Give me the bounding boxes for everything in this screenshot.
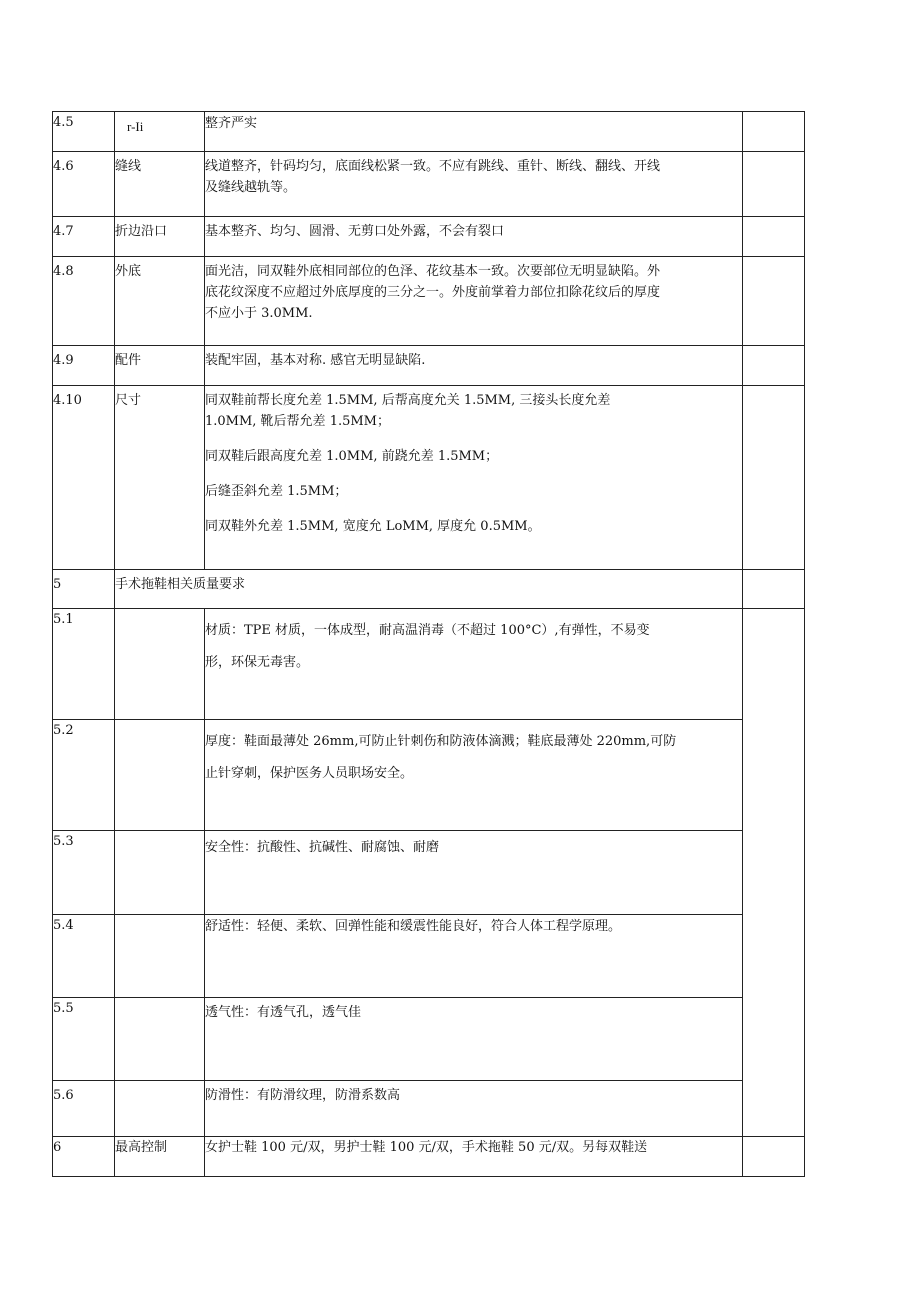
requirement-line: 止针穿刺，保护医务人员职场安全。 — [205, 766, 414, 781]
row-item-name: 折边沿口 — [115, 217, 205, 257]
requirement-line: 后缝歪斜允差 1.5MM； — [205, 484, 348, 499]
table-row — [53, 346, 805, 386]
requirement-line: 厚度：鞋面最薄处 26mm,可防止针刺伤和防液体滴溅；鞋底最薄处 220mm,可防 — [205, 734, 677, 749]
row-number: 5.5 — [53, 998, 115, 1081]
table-row — [53, 998, 805, 1081]
row-number: 5.6 — [53, 1081, 115, 1137]
row-number: 5.2 — [53, 720, 115, 831]
row-item-name — [115, 1081, 205, 1137]
requirement-line: 面光洁，同双鞋外底相同部位的色泽、花纹基本一致。次要部位无明显缺陷。外 — [205, 264, 661, 279]
requirement-line: 不应小于 3.0MM. — [205, 306, 313, 321]
row-number: 5.1 — [53, 609, 115, 720]
row-remark — [743, 217, 805, 257]
quality-spec-table — [52, 111, 805, 1177]
row-item-name: 最高控制 — [115, 1137, 205, 1177]
requirement-text: 基本整齐、均匀、圆滑、无剪口处外露，不会有裂口 — [205, 224, 505, 239]
table-row — [53, 112, 805, 152]
table-row — [53, 1137, 805, 1177]
row-requirement — [205, 257, 743, 346]
table-row — [53, 831, 805, 915]
requirement-line: 底花纹深度不应超过外底厚度的三分之一。外度前掌着力部位扣除花纹后的厚度 — [205, 285, 661, 300]
row-requirement — [205, 915, 743, 998]
requirement-text: 女护士鞋 100 元/双，男护士鞋 100 元/双，手术拖鞋 50 元/双。另每双鞋送 — [205, 1140, 648, 1155]
row-item-name — [115, 831, 205, 915]
row-remark — [743, 112, 805, 152]
row-item-name — [115, 720, 205, 831]
row-remark — [743, 386, 805, 570]
requirement-line: 同双鞋前帮长度允差 1.5MM, 后帮高度允关 1.5MM, 三接头长度允差 — [205, 393, 611, 408]
row-remark — [743, 257, 805, 346]
requirement-text: 装配牢固，基本对称. 感官无明显缺陷. — [205, 353, 426, 368]
row-remark — [743, 152, 805, 217]
section-title: 手术拖鞋相关质量要求 — [115, 570, 743, 609]
row-requirement — [205, 386, 743, 570]
row-requirement — [205, 217, 743, 257]
section-heading-row — [53, 570, 805, 609]
row-requirement — [205, 152, 743, 217]
requirement-text: 防滑性：有防滑纹理，防滑系数高 — [205, 1088, 401, 1103]
row-item-name — [115, 609, 205, 720]
row-number: 4.10 — [53, 386, 115, 570]
requirement-text: 透气性：有透气孔，透气佳 — [205, 1005, 362, 1020]
row-requirement — [205, 831, 743, 915]
row-item-name — [115, 915, 205, 998]
row-remark — [743, 1137, 805, 1177]
row-item-name: 尺寸 — [115, 386, 205, 570]
table-row — [53, 152, 805, 217]
table-row — [53, 915, 805, 998]
row-requirement — [205, 112, 743, 152]
requirement-line: 1.0MM, 靴后帮允差 1.5MM； — [205, 414, 390, 429]
table-row — [53, 217, 805, 257]
requirement-line: 材质：TPE 材质，一体成型，耐高温消毒（不超过 100°C）,有弹性，不易变 — [205, 623, 650, 638]
row-number: 5 — [53, 570, 115, 609]
row-item-name: 缝线 — [115, 152, 205, 217]
row-number: 4.6 — [53, 152, 115, 217]
row-remark — [743, 609, 805, 1137]
row-number: 5.4 — [53, 915, 115, 998]
table-row — [53, 386, 805, 570]
row-number: 4.8 — [53, 257, 115, 346]
requirement-text: 舒适性：轻便、柔软、回弹性能和缓震性能良好，符合人体工程学原理。 — [205, 919, 622, 934]
requirement-text: 安全性：抗酸性、抗碱性、耐腐蚀、耐磨 — [205, 840, 440, 855]
row-number: 6 — [53, 1137, 115, 1177]
row-requirement — [205, 1081, 743, 1137]
table-row — [53, 609, 805, 720]
row-remark — [743, 570, 805, 609]
requirement-line: 同双鞋外允差 1.5MM, 宽度允 LoMM, 厚度允 0.5MM。 — [205, 519, 541, 534]
table-row — [53, 1081, 805, 1137]
table-row — [53, 720, 805, 831]
requirement-line: 同双鞋后跟高度允差 1.0MM, 前跷允差 1.5MM； — [205, 449, 499, 464]
row-number: 5.3 — [53, 831, 115, 915]
row-requirement — [205, 998, 743, 1081]
requirement-line: 形，环保无毒害。 — [205, 655, 310, 670]
row-number: 4.7 — [53, 217, 115, 257]
row-requirement — [205, 720, 743, 831]
row-number: 4.5 — [53, 112, 115, 152]
row-item-name: 配件 — [115, 346, 205, 386]
row-item-name: 外底 — [115, 257, 205, 346]
row-requirement — [205, 609, 743, 720]
row-requirement — [205, 346, 743, 386]
row-number: 4.9 — [53, 346, 115, 386]
row-item-name: r-Ii — [115, 112, 205, 152]
row-requirement — [205, 1137, 743, 1177]
requirement-line: 及缝线越轨等。 — [205, 180, 297, 195]
requirement-line: 线道整齐，针码均匀，底面线松紧一致。不应有跳线、重针、断线、翻线、开线 — [205, 159, 661, 174]
table-row — [53, 257, 805, 346]
requirement-text: 整齐严实 — [205, 116, 258, 131]
row-item-name — [115, 998, 205, 1081]
row-remark — [743, 346, 805, 386]
